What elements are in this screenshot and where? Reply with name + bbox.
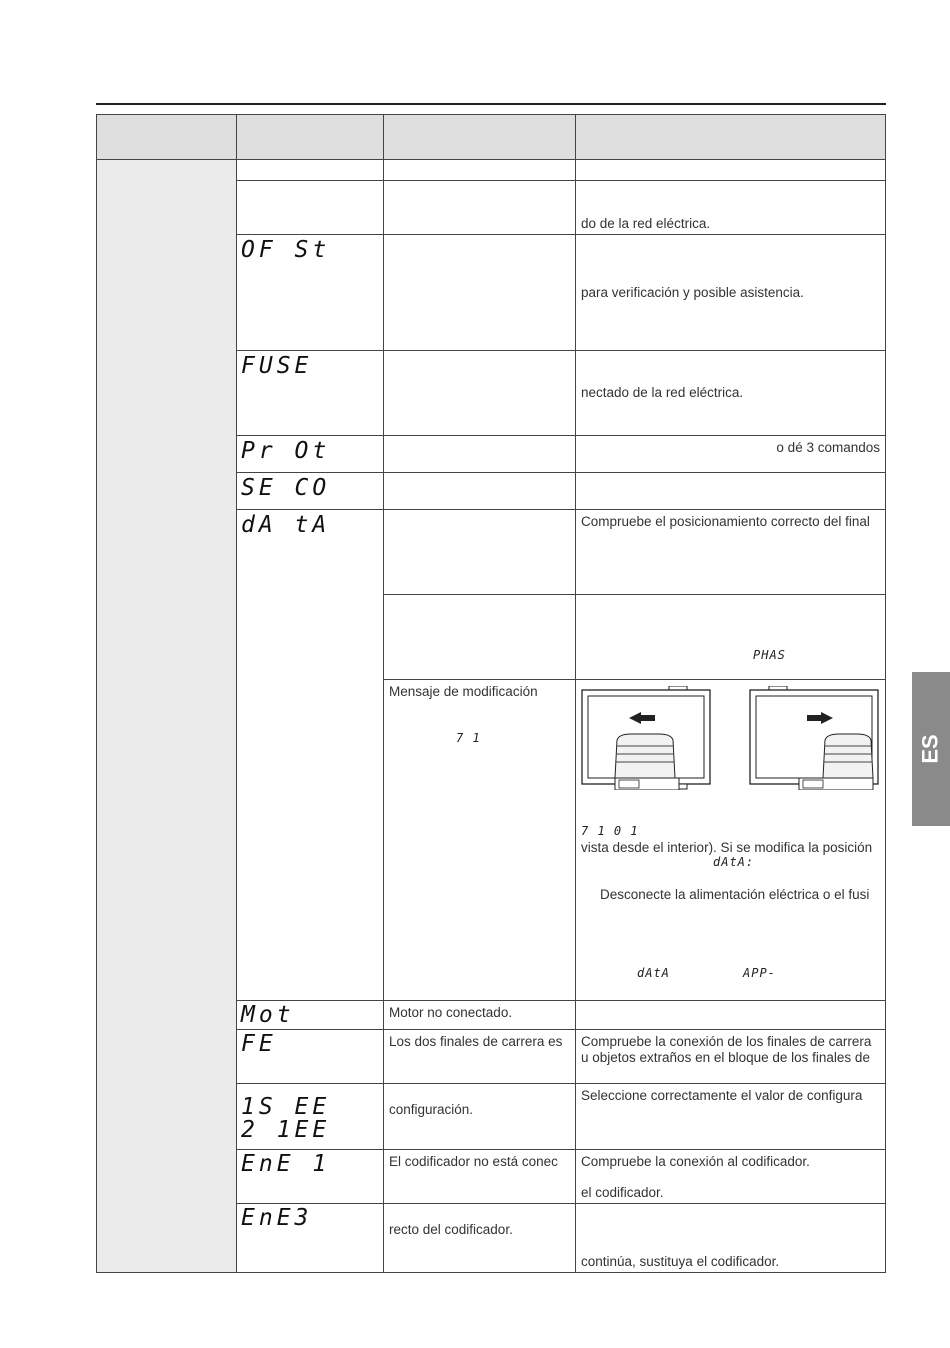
solution-text: do de la red eléctrica. [581, 216, 711, 231]
solution-text: Compruebe la conexión de los finales de carrera [581, 1034, 872, 1049]
solution-text: para verificación y posible asistencia. [581, 285, 804, 300]
solution-text: Compruebe la conexión al codificador. [581, 1154, 810, 1169]
cause-text: Motor no conectado. [389, 1005, 513, 1020]
solution-text: Seleccione correctamente el valor de configura [581, 1088, 863, 1103]
group-cell [97, 160, 237, 1273]
solution-text: u objetos extraños en el bloque de los finales de [581, 1050, 870, 1065]
error-code: OF St [241, 237, 331, 263]
cause-text: configuración. [389, 1102, 474, 1117]
error-code-2: 2 1EE [241, 1117, 331, 1143]
solution-text: continúa, sustituya el codificador. [581, 1254, 780, 1269]
display-code: 7 1 [456, 731, 481, 745]
cause-text: Mensaje de modificación [389, 684, 538, 699]
language-tab [912, 672, 950, 826]
error-code: Mot [241, 1002, 295, 1028]
solution-text: el codificador. [581, 1185, 664, 1200]
error-code: SE CO [241, 475, 331, 501]
display-code: 7 1 0 1 [581, 824, 639, 838]
cause-text: El codificador no está conec [389, 1154, 558, 1169]
display-code: dAtA: [713, 855, 755, 869]
table-row [97, 160, 886, 181]
language-label: ES [917, 734, 943, 764]
display-code: APP- [743, 966, 776, 980]
error-code: FE [241, 1031, 277, 1057]
solution-text: vista desde el interior). Si se modifica la posición [581, 840, 873, 855]
error-code: dA tA [241, 512, 331, 538]
top-rule [96, 103, 886, 105]
solution-text: o dé 3 comandos [776, 440, 880, 455]
error-code: Pr Ot [241, 438, 331, 464]
error-code: FUSE [241, 353, 313, 379]
header-cell-3 [384, 115, 576, 160]
gate-diagram-right [749, 686, 881, 790]
header-cell-1 [97, 115, 237, 160]
header-cell-4 [576, 115, 886, 160]
solution-text: Compruebe el posicionamiento correcto del final [581, 514, 870, 529]
solution-text: nectado de la red eléctrica. [581, 385, 744, 400]
header-row [97, 115, 886, 160]
display-code: PHAS [753, 648, 786, 662]
cause-text: recto del codificador. [389, 1222, 513, 1237]
gate-diagram-left [581, 686, 713, 790]
error-code: EnE 1 [241, 1151, 331, 1177]
error-code-1: 1S EE [241, 1094, 331, 1120]
cause-text: Los dos finales de carrera es [389, 1034, 563, 1049]
solution-text: Desconecte la alimentación eléctrica o el fusi [600, 887, 870, 902]
error-table [96, 114, 886, 1273]
error-code: EnE3 [241, 1205, 313, 1231]
display-code: dAtA [637, 966, 670, 980]
header-cell-2 [237, 115, 384, 160]
